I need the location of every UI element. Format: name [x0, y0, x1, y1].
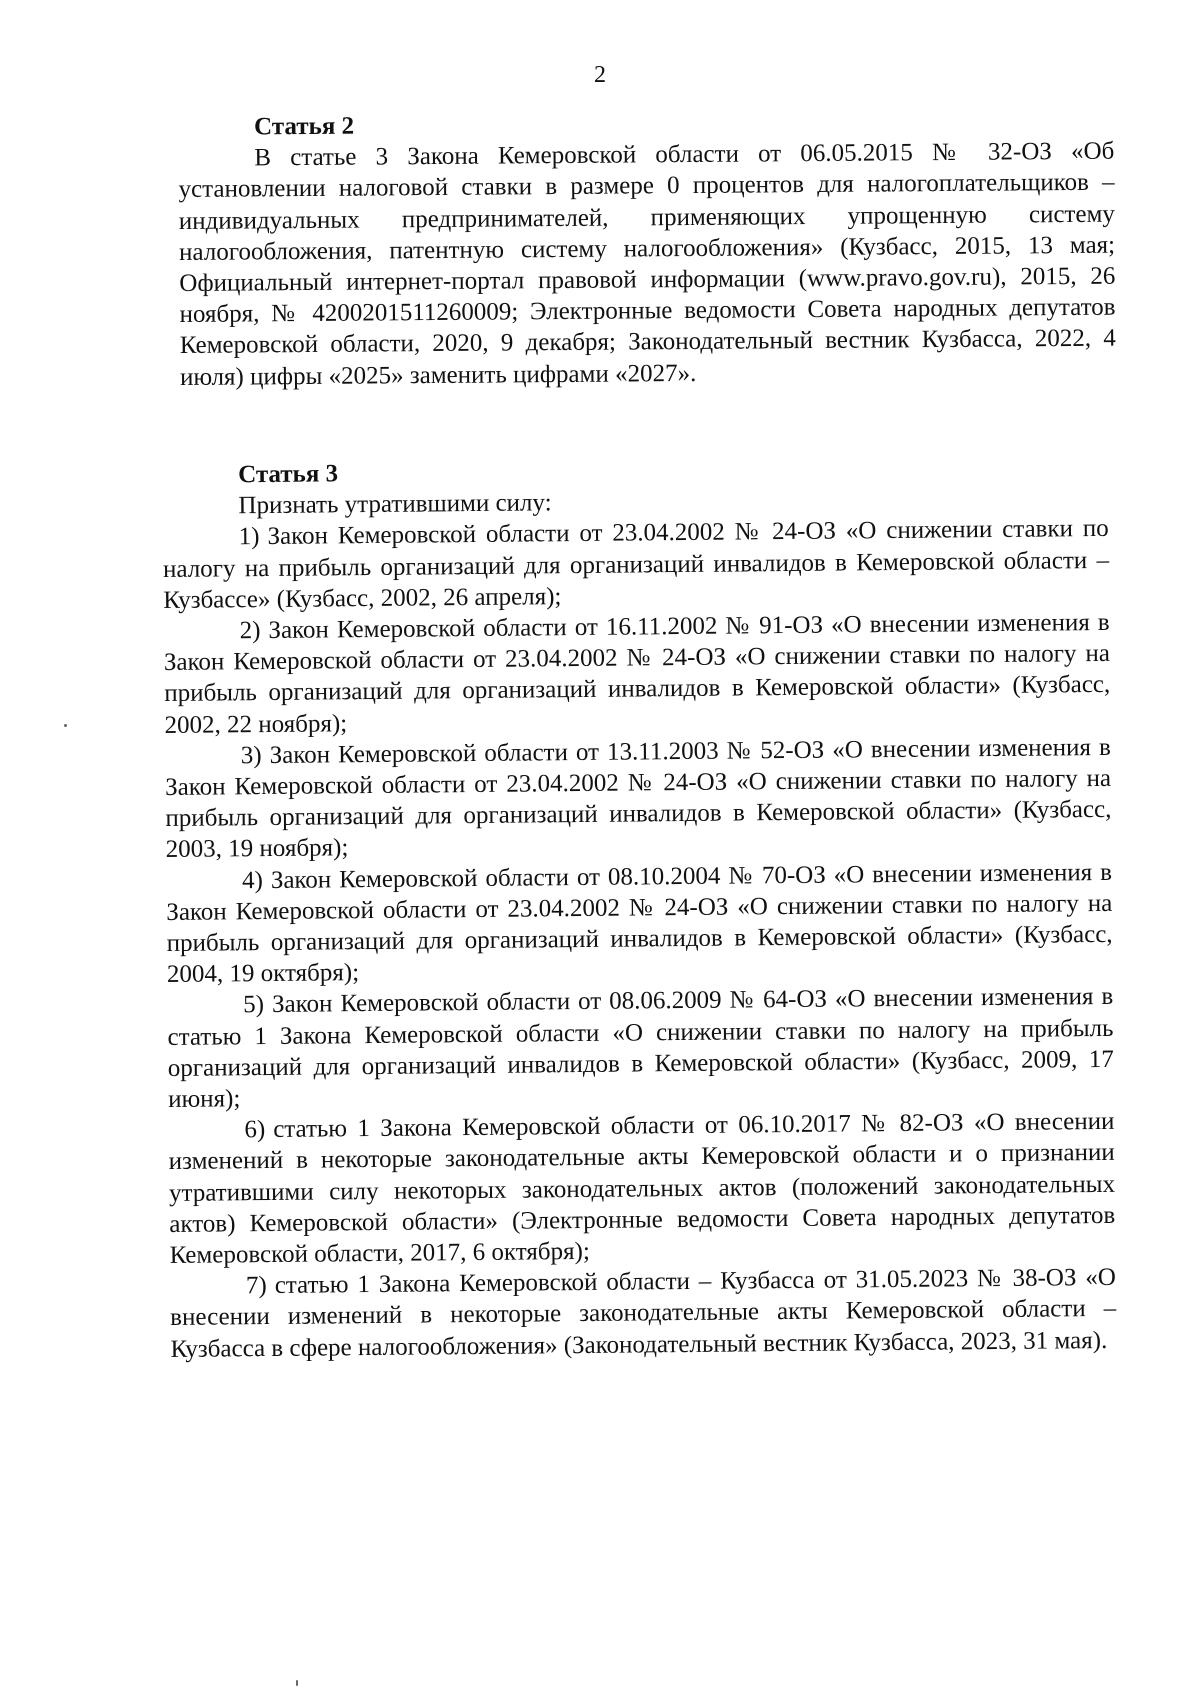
list-item-text: статью 1 Закона Кемеровской области – Кузбасса от 31.05.2023 № 38-ОЗ «О внесении изменений в некоторые законодательные акты Кемеровской области – Кузбасса в сфере налогообложения» (Законодательный вестник Кузбасса, 2023, 31 мая).: [170, 1264, 1117, 1363]
scan-speck: [296, 1680, 298, 1686]
list-item-text: статью 1 Закона Кемеровской области от 06.10.2017 № 82-ОЗ «О внесении изменений в некоторые законодательные акты Кемеровской области и о признании утратившими силу некоторых законодательных актов (положений законодательных актов) Кемеровской области» (Электронные ведомости Совета народных депутатов Кемеровской области, 2017, 6 октября);: [168, 1108, 1116, 1270]
list-item-number: 6): [244, 1116, 266, 1144]
list-item-number: 7): [245, 1272, 267, 1300]
article-2-section: [178, 105, 1116, 393]
list-item: [168, 1106, 1115, 1271]
list-item: [163, 513, 1110, 616]
list-item: [167, 981, 1114, 1115]
list-item: [165, 732, 1112, 866]
list-item-number: 1): [238, 523, 260, 551]
list-item: [170, 1262, 1117, 1365]
list-item-number: 2): [239, 617, 261, 645]
list-item: [166, 857, 1113, 991]
list-item-text: Закон Кемеровской области от 08.06.2009 № 64-ОЗ «О внесении изменения в статью 1 Закона Кемеровской области «О снижении ставки по налогу на прибыль организаций для организаций инвалидов в Кемеровской области» (Кузбасс, 2009, 17 июня);: [167, 983, 1114, 1114]
list-item: [163, 607, 1110, 741]
list-item-text: Закон Кемеровской области от 13.11.2003 № 52-ОЗ «О внесении изменения в Закон Кемеровской области от 23.04.2002 № 24-ОЗ «О снижении ставки по налогу на прибыль организаций для организаций инвалидов в Кемеровской области» (Кузбасс, 2003, 19 ноября);: [165, 733, 1112, 864]
list-item-text: Закон Кемеровской области от 16.11.2002 № 91-ОЗ «О внесении изменения в Закон Кемеровской области от 23.04.2002 № 24-ОЗ «О снижении ставки по налогу на прибыль организаций для организаций инвалидов в Кемеровской области» (Кузбасс, 2002, 22 ноября);: [163, 608, 1111, 739]
list-item-text: Закон Кемеровской области от 08.10.2004 № 70-ОЗ «О внесении изменения в Закон Кемеровской области от 23.04.2002 № 24-ОЗ «О снижении ставки по налогу на прибыль организаций для организаций инвалидов в Кемеровской области» (Кузбасс, 2004, 19 октября);: [166, 858, 1113, 989]
list-item-number: 4): [241, 866, 263, 894]
list-item-text: Закон Кемеровской области от 23.04.2002 № 24-ОЗ «О снижении ставки по налогу на прибыль организаций для организаций инвалидов в Кемеровской области – Кузбассе» (Кузбасс, 2002, 26 апреля);: [162, 515, 1110, 614]
article-3-intro: Признать утратившими силу:: [238, 489, 552, 520]
article-3-section: [162, 451, 1117, 1365]
page-number: 2: [594, 62, 606, 88]
list-item-number: 3): [240, 741, 262, 770]
repealed-laws-list: [163, 513, 1117, 1365]
article-2-text: В статье 3 Закона Кемеровской области от 06.05.2015 № 32-ОЗ «Об установлении налоговой ставки в размере 0 процентов для налогоплательщиков – индивидуальных предпринимателей, применяющих упрощенную систему налогообложения, патентную систему налогообложения» (Кузбасс, 2015, 13 мая; Официальный интернет-портал правовой информации (www.pravo.gov.ru), 2015, 26 ноября, № 4200201511260009; Электронные ведомости Совета народных депутатов Кемеровской области, 2020, 9 декабря; Законодательный вестник Кузбасса, 2022, 4 июля) цифры «2025» заменить цифрами «2027».: [178, 137, 1116, 391]
article-3-heading: Статья 3: [238, 460, 339, 489]
scan-speck: [64, 724, 67, 727]
article-2-heading: Статья 2: [254, 112, 355, 141]
list-item-number: 5): [243, 991, 265, 1019]
